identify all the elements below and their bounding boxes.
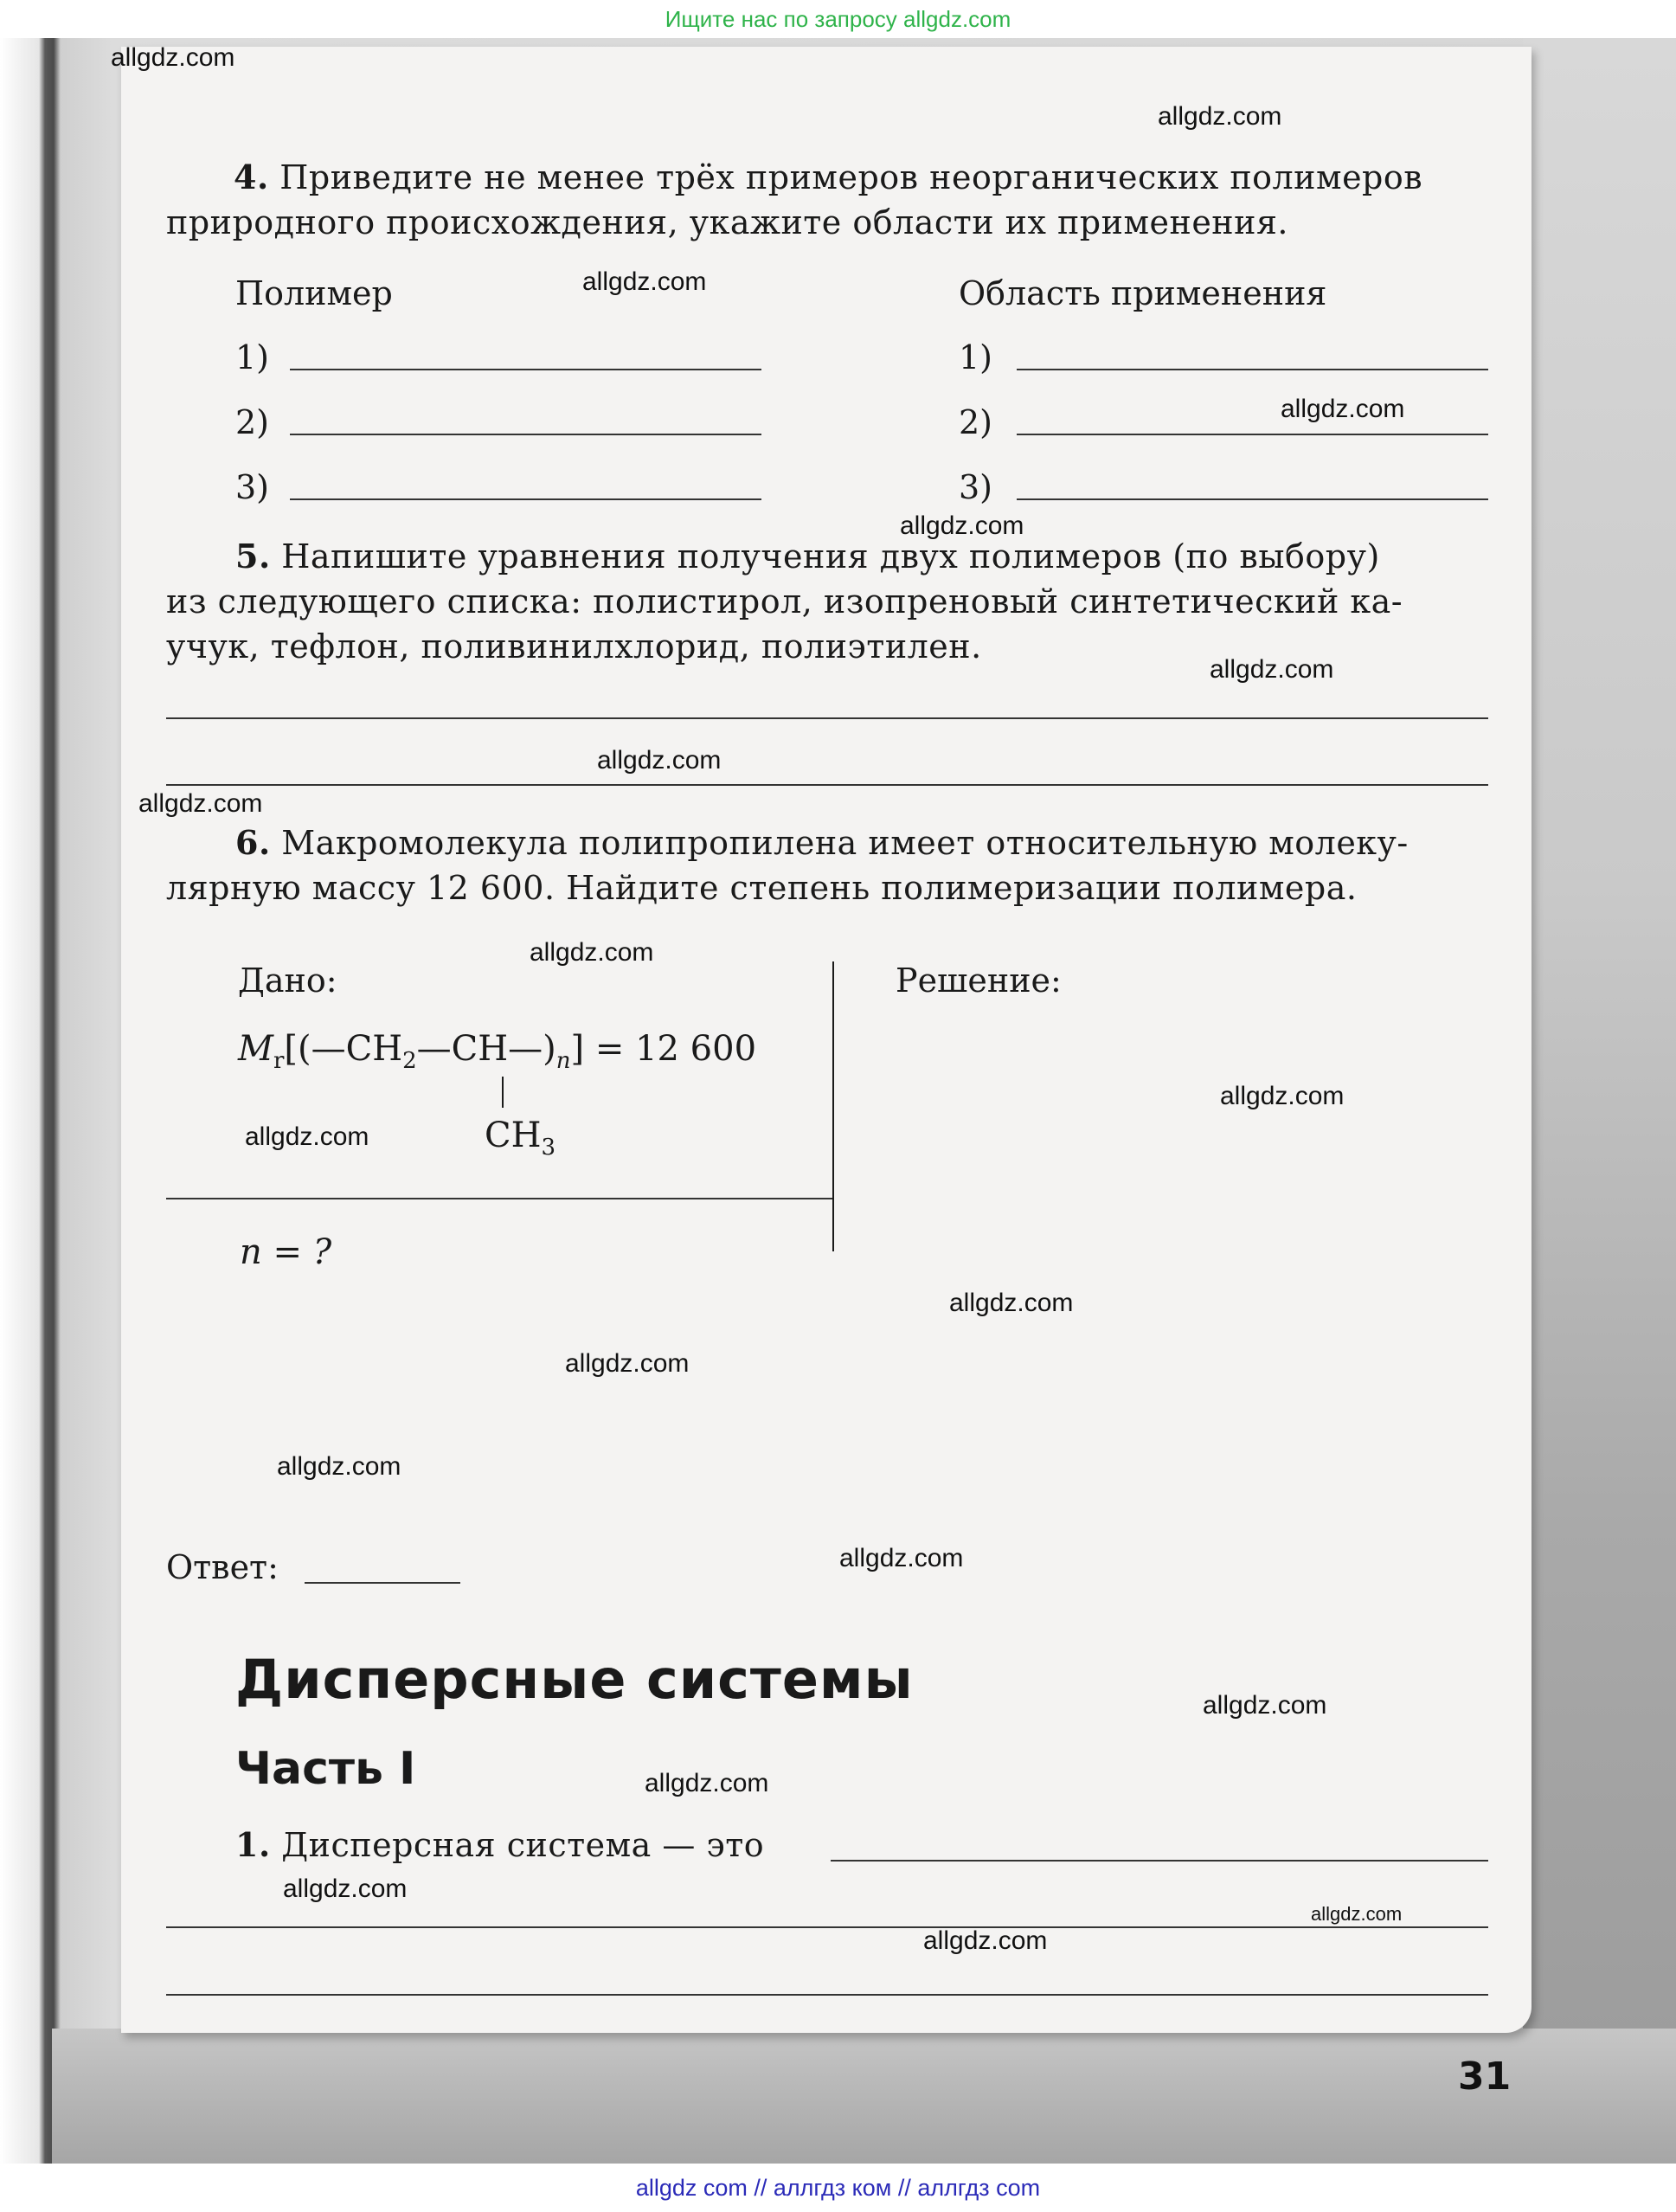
- task4-line1: [234, 155, 1422, 200]
- watermark: allgdz.com: [900, 511, 1024, 540]
- answer-label: Ответ:: [166, 1548, 279, 1586]
- answer-line[interactable]: [290, 498, 761, 500]
- watermark: allgdz.com: [1158, 102, 1282, 131]
- watermark: allgdz.com: [1203, 1691, 1327, 1720]
- task6-text-1: Макромолекула полипропилена имеет относительную молеку-: [281, 824, 1409, 862]
- methyl-sub: 3: [541, 1135, 556, 1161]
- methyl-group: [485, 1116, 555, 1161]
- item-3-left: 3): [235, 468, 270, 506]
- answer-line[interactable]: [166, 717, 1488, 719]
- item-3-right: 3): [959, 468, 993, 506]
- answer-line[interactable]: [1017, 498, 1488, 500]
- bond-line: [502, 1077, 504, 1108]
- section-title: Дисперсные системы: [235, 1648, 914, 1711]
- watermark: allgdz.com: [277, 1452, 401, 1481]
- find-n: n = ?: [240, 1232, 332, 1272]
- polymer-formula: $M_r[(—CH_2—CH—)_n] = 12$ 600: [238, 1029, 757, 1074]
- task6-line1: [235, 820, 1409, 865]
- task5-text-1: Напишите уравнения получения двух полимеров (по выбору): [281, 537, 1380, 576]
- task1-number: 1.: [235, 1825, 271, 1864]
- watermark: allgdz.com: [1311, 1903, 1403, 1925]
- watermark: allgdz.com: [949, 1289, 1074, 1317]
- column-application: Область применения: [959, 274, 1327, 312]
- task6-line2: лярную массу 12 600. Найдите степень полимеризации полимера.: [166, 869, 1358, 907]
- answer-line[interactable]: [166, 784, 1488, 786]
- watermark: allgdz.com: [1210, 655, 1334, 684]
- methyl-text: CH: [485, 1116, 542, 1155]
- item-2-right: 2): [959, 403, 993, 441]
- answer-line[interactable]: [305, 1582, 460, 1584]
- part-title: Часть I: [235, 1743, 416, 1795]
- formula-value: 12 600: [635, 1029, 757, 1069]
- given-label: Дано:: [238, 961, 337, 1000]
- book-photo: [0, 38, 1676, 2164]
- answer-line[interactable]: [1017, 369, 1488, 370]
- task6-number: 6.: [235, 823, 271, 862]
- watermark: allgdz.com: [283, 1874, 408, 1903]
- task5-line3: учук, тефлон, поливинилхлорид, полиэтилен.: [166, 627, 982, 666]
- item-2-left: 2): [235, 403, 270, 441]
- watermark: allgdz.com: [1281, 395, 1405, 423]
- item-1-right: 1): [959, 338, 993, 376]
- column-polymer: Полимер: [235, 274, 393, 312]
- bottom-banner[interactable]: allgdz com // аллгдз ком // аллгдз com: [635, 2175, 1041, 2201]
- watermark: allgdz.com: [839, 1544, 964, 1572]
- top-banner[interactable]: Ищите нас по запросу allgdz.com: [665, 6, 1011, 32]
- watermark: allgdz.com: [565, 1349, 690, 1378]
- answer-line[interactable]: [166, 1926, 1488, 1928]
- watermark: allgdz.com: [138, 789, 263, 818]
- solution-divider: [832, 961, 834, 1251]
- page-number: 31: [1458, 2054, 1512, 2099]
- item-1-left: 1): [235, 338, 270, 376]
- task5-number: 5.: [235, 537, 271, 576]
- book-edge: [52, 2029, 1676, 2164]
- answer-line[interactable]: [290, 369, 761, 370]
- task1-line: [235, 1823, 764, 1868]
- answer-line[interactable]: [831, 1860, 1488, 1862]
- given-divider: [166, 1198, 832, 1199]
- watermark: allgdz.com: [582, 267, 707, 296]
- task1-text: Дисперсная система — это: [281, 1826, 765, 1864]
- answer-line[interactable]: [166, 1994, 1488, 1996]
- watermark: allgdz.com: [245, 1122, 369, 1151]
- watermark: allgdz.com: [530, 938, 654, 967]
- task4-text-1: Приведите не менее трёх примеров неорганических полимеров: [279, 158, 1423, 196]
- solution-label: Решение:: [896, 961, 1062, 1000]
- watermark: allgdz.com: [597, 746, 722, 775]
- task5-line2: из следующего списка: полистирол, изопреновый синтетический ка-: [166, 582, 1403, 621]
- workbook-page: [121, 47, 1532, 2033]
- answer-line[interactable]: [1017, 434, 1488, 435]
- watermark: allgdz.com: [111, 43, 235, 72]
- watermark: allgdz.com: [645, 1769, 769, 1797]
- answer-line[interactable]: [290, 434, 761, 435]
- watermark: allgdz.com: [923, 1926, 1048, 1955]
- watermark: allgdz.com: [1220, 1082, 1345, 1110]
- next-page-shadow: [1523, 38, 1676, 2164]
- task5-line1: [235, 534, 1380, 579]
- task4-line2: природного происхождения, укажите области их применения.: [166, 203, 1289, 241]
- task4-number: 4.: [234, 158, 269, 196]
